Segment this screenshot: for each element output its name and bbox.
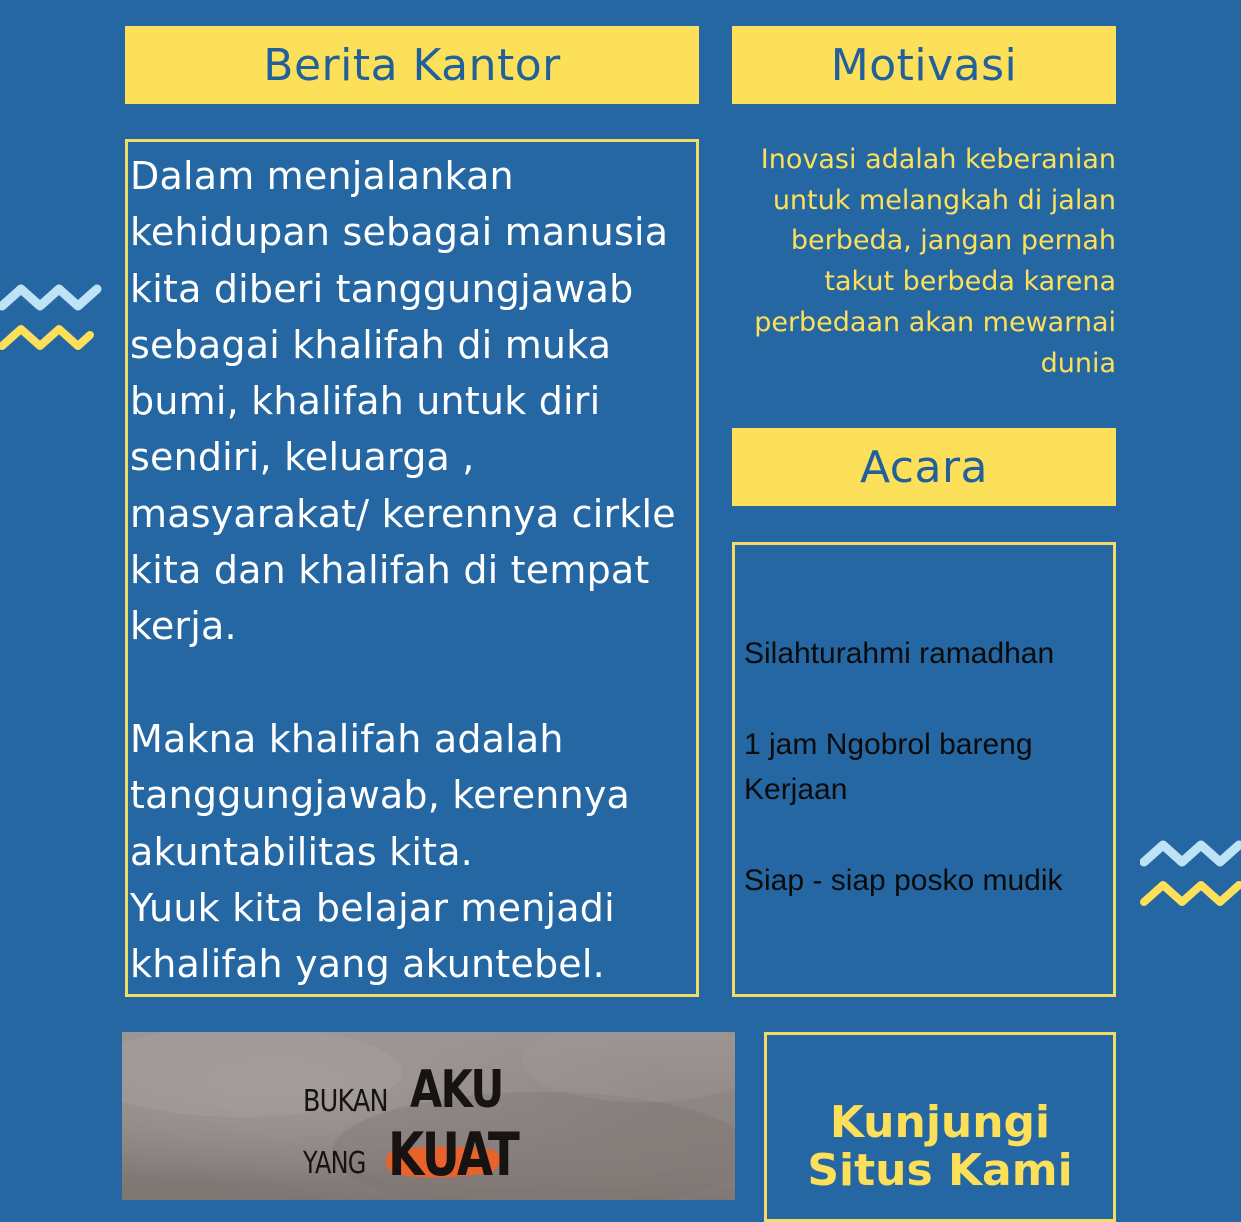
acara-box bbox=[732, 542, 1116, 997]
visit-site-link[interactable]: Kunjungi Situs Kami bbox=[807, 1097, 1073, 1196]
motivasi-quote: Inovasi adalah keberanian untuk melangkah di jalan berbeda, jangan pernah takut berbeda karena perbedaan akan mewarnai dunia bbox=[754, 144, 1116, 379]
acara-item-posko-mudik: Siap - siap posko mudik bbox=[744, 864, 1063, 897]
acara-item-silahturahmi: Silahturahmi ramadhan bbox=[744, 637, 1055, 670]
berita-body-text: Dalam menjalankan kehidupan sebagai manusia kita diberi tanggungjawab sebagai khalifah di muka bumi, khalifah untuk diri sendiri, keluarga , masyarakat/ kerennya cirkle kita dan khalifah di tempat kerja. Makna khalifah adalah tanggungjawab, kerennya akuntabilitas kita. Yuuk kita belajar menjadi khalifah yang akuntebel. bbox=[130, 154, 676, 987]
acara-header bbox=[732, 428, 1116, 506]
book-word-bukan: BUKAN bbox=[303, 1084, 388, 1119]
motivasi-title: Motivasi bbox=[830, 39, 1018, 91]
acara-title: Acara bbox=[859, 441, 989, 493]
visit-site-box[interactable] bbox=[764, 1032, 1116, 1222]
book-word-kuat: KUAT bbox=[388, 1120, 519, 1190]
zigzag-right-icon bbox=[1140, 838, 1241, 914]
berita-kantor-title: Berita Kantor bbox=[263, 39, 561, 91]
acara-item-ngobrol: 1 jam Ngobrol bareng Kerjaan bbox=[744, 728, 1033, 806]
book-cover-image bbox=[122, 1032, 735, 1200]
zigzag-left-icon bbox=[0, 284, 104, 360]
motivasi-header bbox=[732, 26, 1116, 104]
berita-kantor-box bbox=[125, 139, 699, 997]
berita-kantor-header bbox=[125, 26, 699, 104]
book-word-aku: AKU bbox=[410, 1060, 503, 1120]
book-word-yang: YANG bbox=[303, 1146, 366, 1181]
